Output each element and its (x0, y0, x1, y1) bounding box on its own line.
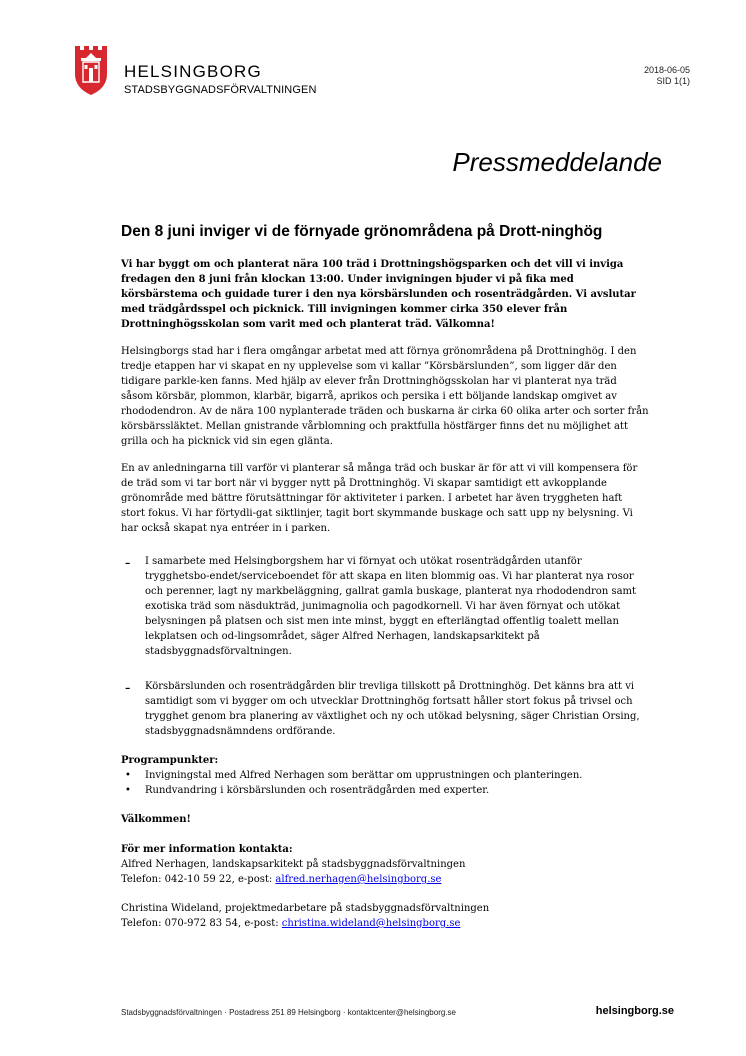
document-date: 2018-06-05 (643, 65, 690, 75)
contact-name: Alfred Nerhagen, landskapsarkitekt på stadsbyggnadsförvaltningen (121, 859, 466, 870)
page-number: SID 1(1) (656, 76, 690, 86)
bullet-marker: • (125, 785, 131, 796)
program-item (121, 768, 649, 783)
document-type: Pressmeddelande (452, 147, 662, 177)
quote-text: I samarbete med Helsingborgshem har vi förnyat och utökat rosenträdgården utanför trygghetsbo-endet/serviceboendet för att skapa en liten blommig oas. Vi har planterat nya rosor och perenner, lagt ny markbeläggning, gallrat gamla buskage, planterat nya rhododendron samt exotiska träd som näsdukträd, junimagnolia och pagodkornell. Vi har även förnyat och utökat belysningen på platsen och sist men inte minst, byggt en efterlängtad offentlig toalett mellan lekplatsen och od-lingsområdet, säger Alfred Nerhagen, landskapsarkitekt på stadsbyggnadsförvaltningen. (145, 556, 637, 657)
welcome-text: Välkommen! (121, 814, 191, 825)
press-release-body (121, 223, 649, 931)
contact-phone-line (121, 916, 649, 931)
body-paragraph: Helsingborgs stad har i flera omgångar arbetat med att förnya grönområdena på Drottninghög. I den tredje etappen har vi skapat en ny upplevelse som vi kallar ”Körsbärslunden”, som ligger där den tidigare parkle-ken fanns. Med hjälp av elever från Drottninghögsskolan har vi planterat nya träd såsom körsbär, plommon, klarbär, bigarrå, aprikos och persika i ett böljande landskap omgivet av rhododendron. Av de nära 100 nyplanterade träden och buskarna är cirka 60 olika arter och sorter från körsbärssläktet. Mellan gnistrande vårblomning och praktfulla höstfärger finns det nu möjlighet att grilla och ha picknick vid sin egen glänta. (121, 346, 649, 447)
contact-name: Christina Wideland, projektmedarbetare på stadsbyggnadsförvaltningen (121, 903, 490, 914)
dash-marker: - (125, 554, 131, 571)
footer-website: helsingborg.se (595, 1005, 674, 1017)
contact-heading: För mer information kontakta: (121, 844, 293, 855)
program-item-text: Rundvandring i körsbärslunden och rosenträdgården med experter. (145, 785, 490, 796)
org-department: STADSBYGGNADSFÖRVALTNINGEN (124, 84, 317, 96)
contact-email-link[interactable]: alfred.nerhagen@helsingborg.se (275, 874, 442, 885)
quote-item (121, 554, 649, 659)
program-heading: Programpunkter: (121, 755, 219, 766)
contact-phone-line (121, 872, 649, 887)
org-name: HELSINGBORG (124, 62, 262, 81)
dash-marker: - (125, 679, 131, 696)
document-meta (644, 65, 690, 87)
contact-phone: Telefon: 070-972 83 54, e-post: (121, 918, 282, 929)
contact-phone: Telefon: 042-10 59 22, e-post: (121, 874, 276, 885)
quote-item (121, 679, 649, 739)
bullet-marker: • (125, 770, 131, 781)
organization-block (124, 62, 316, 98)
body-paragraph: En av anledningarna till varför vi planterar så många träd och buskar är för att vi vill kompensera för de träd som vi tar bort när vi bygger nytt på Drottninghög. Vi skapar samtidigt ett avkopplande grönområde med bättre förutsättningar för aktiviteter i parken. I arbetet har även tryggheten haft stort fokus. Vi har förtydli-gat siktlinjer, tagit bort skymmande buskage och satt upp ny belysning. Vi har också skapat nya entréer in i parken. (121, 463, 638, 534)
article-title: Den 8 juni inviger vi de förnyade grönområdena på Drott-ninghög (121, 223, 603, 240)
program-item (121, 783, 649, 798)
footer-address: Stadsbyggnadsförvaltningen · Postadress 251 89 Helsingborg · kontaktcenter@helsingborg.se (121, 1008, 456, 1017)
contact-email-link[interactable]: christina.wideland@helsingborg.se (281, 918, 461, 929)
lead-paragraph: Vi har byggt om och planterat nära 100 träd i Drottningshögsparken och det vill vi inviga fredagen den 8 juni från klockan 13:00. Under invigningen bjuder vi på fika med körsbärstema och guidade turer i den nya körsbärslunden och rosenträdgården. Vi avslutar med trädgårdsspel och picknick. Till invigningen kommer cirka 350 elever från Drottninghögsskolan som varit med och planterat träd. Välkomna! (121, 259, 636, 330)
program-item-text: Invigningstal med Alfred Nerhagen som berättar om upprustningen och planteringen. (145, 770, 583, 781)
program-list (121, 768, 649, 798)
helsingborg-logo-icon (73, 44, 109, 96)
quote-text: Körsbärslunden och rosenträdgården blir trevliga tillskott på Drottninghög. Det känns bra att vi samtidigt som vi bygger om och utvecklar Drottninghög fortsatt håller stort fokus på trivsel och trygghet genom bra planering av växtlighet och ny och utökad belysning, säger Christian Orsing, stadsbyggnadsnämndens ordförande. (145, 681, 640, 737)
